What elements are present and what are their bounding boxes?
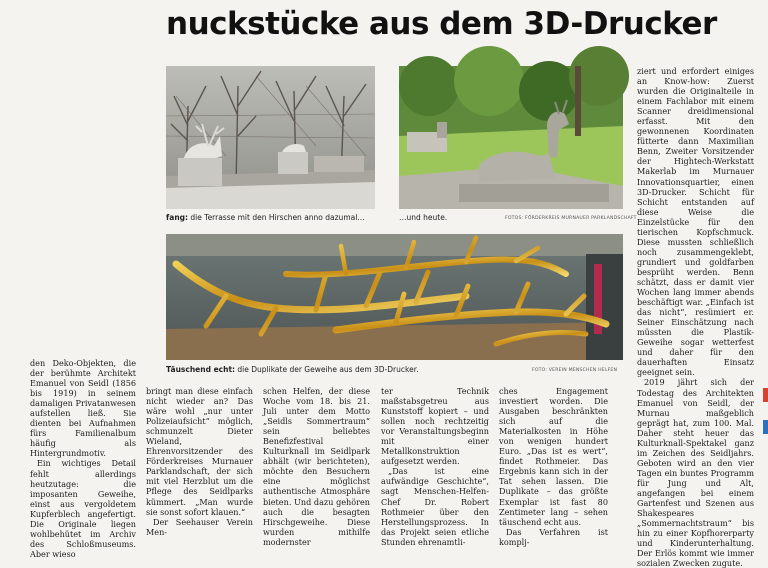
- paragraph: Das Verfahren ist komplj-: [499, 526, 608, 547]
- article-column-2: [146, 386, 253, 537]
- paragraph: „Das ist eine aufwändige Geschichte“, sagt Menschen-Helfen-Chef Dr. Robert Rothmeier über den Herstellungsprozess. In das Projekt seien etliche Stunden ehrenamtli-: [381, 466, 489, 547]
- article-column-3: [263, 386, 370, 547]
- paragraph: 2019 jährt sich der Todestag des Architekten Emanuel von Seidl, der Murnau maßgeblich geprägt hat, zum 100. Mal. Daher steht heuer das Kulturknall-Spektakel ganz im Zeichen des Seidljahrs. Geboten wird an den vier Tagen ein buntes Programm für Jung und Alt, angefangen bei einem Gartenfest und Szenen aus Shakespeares „Sommernachtstraum“ bis hin zu einer Kopfhorerparty und Kinderunterhaltung. Der Erlös kommt wie immer sozialen Zwecken zugute.: [637, 377, 754, 568]
- paragraph: Der Seehauser Verein Men-: [146, 516, 253, 537]
- caption-text: die Terrasse mit den Hirschen anno dazumal…: [188, 213, 365, 222]
- paragraph: bringt man diese einfach nicht wieder an? Das wäre wohl „nur unter Polizeiaufsicht“ möglich, schmunzelt Dieter Wieland, Ehrenvorsitzender des Förderkreises Murnauer Parklandschaft, der sich mit viel Herzblut um die Pflege des Seidlparks kümmert. „Man wurde sie sonst sofort klauen.“: [146, 386, 253, 517]
- article-column-6: [637, 66, 754, 568]
- caption-text: die Duplikate der Geweihe aus dem 3D-Drucker.: [235, 365, 419, 374]
- paragraph: schen Helfen, der diese Woche vom 18. bis 21. Juli unter dem Motto „Seidls Sommertraum“ sein beliebtes Benefizfestival Kulturknall im Seidlpark abhält (wir berichteten), möchte den Besuchern eine möglichst authentische Atmosphäre bieten. Und dazu gehören auch die besagten Hirschgeweihe. Diese wurden mithilfe modernster: [263, 386, 370, 547]
- headline: [166, 6, 726, 52]
- present-day-deer-photo: [399, 66, 623, 209]
- caption-text: …und heute.: [399, 213, 448, 222]
- paragraph: ches Engagement investiert worden. Die Ausgaben beschränkten sich auf die Materialkosten in Höhe von wenigen hundert Euro. „Das ist es wert“, findet Rothmeier. Das Ergebnis kann sich in der Tat sehen lassen. Die Duplikate – das größte Exemplar ist fast 80 Zentimeter lang – sehen täuschend echt aus.: [499, 386, 608, 527]
- historic-photo-caption: [166, 213, 375, 222]
- paragraph: Ein wichtiges Detail fehlt allerdings heutzutage: die imposanten Geweihe, einst aus vergoldetem Kupferblech angefertigt. Die Originale liegen wohlbehütet im Archiv des Schloßmuseums. Aber wieso: [30, 458, 136, 559]
- article-column-5: [499, 386, 608, 547]
- paragraph: ter Technik maßstabsgetreu aus Kunststoff kopiert – und sollen noch rechtzeitig vor Veranstaltungsbeginn mit einer Metallkonstruktion aufgesetzt werden.: [381, 386, 489, 467]
- caption-label: fang:: [166, 213, 189, 222]
- paragraph: den Deko-Objekten, die der berühmte Architekt Emanuel von Seidl (1856 bis 1919) in seinem damaligen Privatanwesen aufstellen ließ. Sie dienten bei Aufnahmen fürs Familienalbum häufig als Hintergrundmotiv.: [30, 358, 136, 459]
- photo-credit: FOTOS: FÖRDERKREIS MURNAUER PARKLANDSCHAFT: [505, 216, 637, 221]
- edge-color-bar-red: [763, 388, 768, 402]
- headline-text: uckstücke aus dem 3D-Drucker: [187, 6, 717, 42]
- golden-antlers-photo: [166, 234, 623, 360]
- paragraph: ziert und erfordert einiges an Know-how: Zuerst wurden die Originalteile in einem Fachlabor mit einem Scanner dreidimensional erfasst. Mit den gewonnenen Koordinaten fütterte dann Maximilian Benn, Zweiter Vorsitzender der Hightech-Werkstatt Makerlab im Murnauer Innovationsquartier, einen 3D-Drucker. Schicht für Schicht entstanden auf diese Weise die Einzelstücke für den tierischen Kopfschmuck. Diese mussten schließlich noch zusammengeklebt, grundiert und goldfarben besprüht werden. Benn schätzt, dass er damit vier Wochen lang immer abends beschäftigt war. „Einfach ist das nicht“, resümiert er. Seiner Einschätzung nach müssten die Plastik-Geweihe sogar wetterfest und daher für den dauerhaften Einsatz geeignet sein.: [637, 66, 754, 378]
- present-day-photo-caption: [399, 213, 447, 222]
- article-column-1: [30, 358, 136, 559]
- article-column-4: [381, 386, 489, 547]
- antlers-photo-caption: [166, 365, 466, 374]
- headline-fragment: n: [166, 6, 188, 42]
- historic-terrace-photo: [166, 66, 375, 209]
- photo-credit: FOTO: VEREIN MENSCHEN HELFEN: [532, 368, 618, 373]
- caption-label: Täuschend echt:: [166, 365, 236, 374]
- edge-color-bar-blue: [763, 420, 768, 434]
